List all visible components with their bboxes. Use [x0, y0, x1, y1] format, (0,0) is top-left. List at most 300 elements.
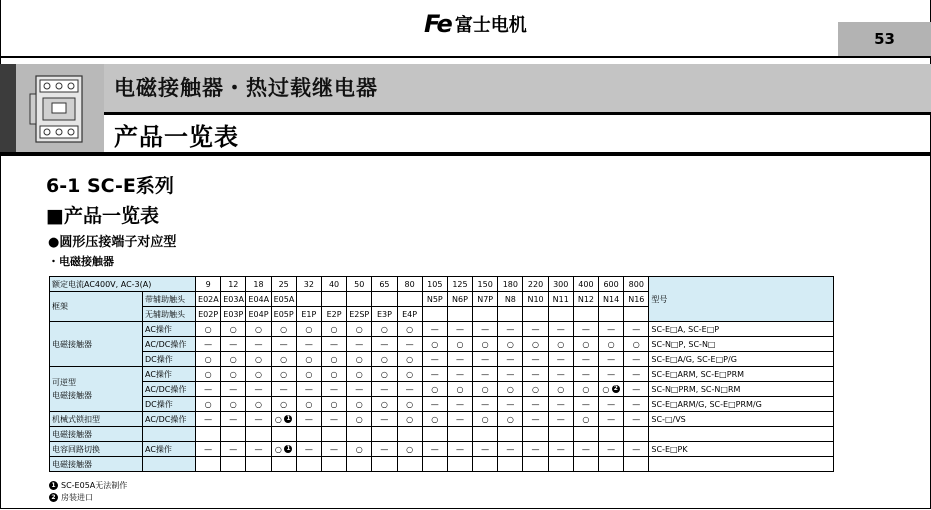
- availability-mark: —: [632, 444, 641, 454]
- availability-mark: —: [229, 444, 238, 454]
- availability-cell: [473, 322, 498, 337]
- availability-mark: —: [506, 354, 515, 364]
- availability-mark: —: [380, 444, 389, 454]
- table-row: [50, 442, 834, 457]
- availability-cell: [447, 367, 472, 382]
- availability-mark: ○: [204, 399, 212, 409]
- availability-mark: ○: [456, 339, 464, 349]
- frame-cell: [473, 307, 498, 322]
- availability-mark: ○: [355, 414, 363, 424]
- availability-mark: ○: [380, 324, 388, 334]
- availability-mark: ○: [280, 399, 288, 409]
- table-row: [50, 367, 834, 382]
- availability-mark: —: [380, 339, 389, 349]
- availability-cell: [473, 337, 498, 352]
- availability-mark: —: [254, 414, 263, 424]
- availability-mark: ○: [481, 414, 489, 424]
- availability-cell: [296, 322, 321, 337]
- availability-mark: —: [279, 339, 288, 349]
- availability-mark: —: [279, 384, 288, 394]
- page-number: 53: [838, 22, 931, 56]
- availability-cell: [447, 442, 472, 457]
- frame-cell: [498, 307, 523, 322]
- availability-cell: [246, 412, 271, 427]
- no-aux-contact-label: 无辅助触头: [143, 307, 196, 322]
- availability-cell: [624, 367, 649, 382]
- availability-cell: [347, 397, 372, 412]
- current-header: 220: [523, 277, 548, 292]
- availability-cell: [422, 382, 447, 397]
- availability-cell: [447, 322, 472, 337]
- availability-cell: [246, 442, 271, 457]
- availability-cell: [548, 442, 573, 457]
- availability-cell: [624, 352, 649, 367]
- availability-mark: —: [506, 444, 515, 454]
- availability-cell: [498, 457, 523, 472]
- availability-cell: [221, 412, 246, 427]
- availability-mark: ○: [406, 369, 414, 379]
- availability-mark: —: [556, 399, 565, 409]
- operation-label: [143, 427, 196, 442]
- availability-mark: —: [455, 324, 464, 334]
- availability-cell: [196, 337, 221, 352]
- availability-cell: [599, 337, 624, 352]
- availability-cell: [599, 382, 624, 397]
- current-header: 9: [196, 277, 221, 292]
- device-type-label: 电磁接触器: [50, 427, 143, 442]
- availability-mark: —: [607, 414, 616, 424]
- availability-cell: [196, 322, 221, 337]
- availability-cell: [498, 337, 523, 352]
- availability-mark: —: [632, 384, 641, 394]
- frame-cell: E02P: [196, 307, 221, 322]
- device-type-label: [50, 412, 143, 427]
- banner-edge: [0, 64, 16, 156]
- availability-cell: [548, 457, 573, 472]
- frame-cell: E4P: [397, 307, 422, 322]
- availability-mark: ○: [254, 324, 262, 334]
- availability-mark: ○: [305, 324, 313, 334]
- availability-mark: —: [455, 399, 464, 409]
- device-type-label: 电磁接触器: [50, 457, 143, 472]
- current-header: 600: [599, 277, 624, 292]
- availability-cell: [372, 442, 397, 457]
- availability-cell: [447, 337, 472, 352]
- availability-mark: —: [481, 399, 490, 409]
- availability-cell: [422, 322, 447, 337]
- availability-mark: ○: [330, 324, 338, 334]
- availability-cell: [523, 442, 548, 457]
- availability-cell: [473, 427, 498, 442]
- availability-mark: ○: [274, 414, 282, 424]
- model-cell: SC-E□PK: [649, 442, 834, 457]
- availability-cell: [372, 337, 397, 352]
- availability-mark: —: [481, 354, 490, 364]
- availability-mark: —: [380, 384, 389, 394]
- availability-cell: [296, 457, 321, 472]
- aux-contact-label: 带辅助触头: [143, 292, 196, 307]
- frame-cell: E03P: [221, 307, 246, 322]
- availability-mark: —: [330, 384, 339, 394]
- availability-cell: [498, 427, 523, 442]
- operation-label: AC操作: [143, 367, 196, 382]
- frame-cell: E1P: [296, 307, 321, 322]
- availability-cell: [347, 442, 372, 457]
- availability-cell: [347, 352, 372, 367]
- device-type-line: 电容回路切换: [52, 444, 100, 454]
- availability-mark: ○: [607, 339, 615, 349]
- current-header: 18: [246, 277, 271, 292]
- availability-cell: [624, 442, 649, 457]
- availability-cell: [372, 397, 397, 412]
- availability-cell: [599, 442, 624, 457]
- current-header: 180: [498, 277, 523, 292]
- model-cell: [649, 457, 834, 472]
- availability-mark: —: [531, 324, 540, 334]
- availability-cell: [498, 367, 523, 382]
- frame-cell: N5P: [422, 292, 447, 307]
- availability-cell: [321, 397, 346, 412]
- frame-cell: E05P: [271, 307, 296, 322]
- availability-cell: [246, 382, 271, 397]
- note-ref-badge: 1: [286, 415, 291, 422]
- availability-cell: [296, 427, 321, 442]
- availability-cell: [246, 397, 271, 412]
- availability-mark: ○: [330, 369, 338, 379]
- banner-title-sub: 产品一览表: [114, 123, 239, 151]
- availability-cell: [422, 427, 447, 442]
- availability-mark: ○: [229, 324, 237, 334]
- fuji-logo-mark: Fe: [424, 10, 451, 38]
- frame-cell: [321, 292, 346, 307]
- list-heading: ■产品一览表: [46, 205, 159, 227]
- availability-cell: [372, 367, 397, 382]
- availability-cell: [548, 352, 573, 367]
- availability-cell: [246, 367, 271, 382]
- availability-mark: ○: [582, 414, 590, 424]
- frame-cell: N12: [573, 292, 598, 307]
- model-cell: SC-E□A, SC-E□P: [649, 322, 834, 337]
- availability-mark: —: [556, 444, 565, 454]
- availability-cell: [498, 397, 523, 412]
- availability-cell: [321, 427, 346, 442]
- availability-mark: —: [304, 414, 313, 424]
- availability-mark: —: [632, 369, 641, 379]
- availability-cell: [246, 337, 271, 352]
- availability-cell: [573, 337, 598, 352]
- availability-mark: —: [204, 384, 213, 394]
- availability-cell: [296, 367, 321, 382]
- availability-cell: [523, 337, 548, 352]
- device-type-line: 电磁接触器: [52, 391, 92, 400]
- current-header: 800: [624, 277, 649, 292]
- availability-cell: [221, 337, 246, 352]
- availability-cell: [624, 457, 649, 472]
- availability-mark: ○: [456, 384, 464, 394]
- note-ref-badge: 2: [613, 385, 618, 392]
- availability-mark: ○: [380, 354, 388, 364]
- rated-current-label: 额定电流AC400V, AC-3(A): [50, 277, 196, 292]
- availability-cell: [296, 382, 321, 397]
- availability-mark: —: [481, 369, 490, 379]
- availability-mark: —: [380, 414, 389, 424]
- availability-mark: —: [556, 354, 565, 364]
- current-header: 105: [422, 277, 447, 292]
- brand-name: 富士电机: [454, 15, 527, 36]
- note-number-badge: 1: [49, 481, 58, 490]
- availability-cell: [196, 352, 221, 367]
- availability-cell: [321, 442, 346, 457]
- availability-cell: [321, 412, 346, 427]
- availability-cell: [221, 427, 246, 442]
- product-table: [49, 276, 834, 472]
- availability-cell: [473, 442, 498, 457]
- availability-mark: —: [455, 414, 464, 424]
- availability-mark: —: [304, 444, 313, 454]
- series-heading: 6-1 SC-E系列: [46, 175, 174, 197]
- availability-mark: ○: [406, 354, 414, 364]
- availability-cell: [296, 442, 321, 457]
- availability-cell: [221, 442, 246, 457]
- availability-cell: [573, 412, 598, 427]
- frame-cell: E04A: [246, 292, 271, 307]
- availability-cell: [624, 382, 649, 397]
- availability-cell: [271, 367, 296, 382]
- model-cell: SC-E□A/G, SC-E□P/G: [649, 352, 834, 367]
- availability-cell: [548, 367, 573, 382]
- device-type-label: [50, 367, 143, 412]
- availability-cell: [473, 412, 498, 427]
- availability-cell: [573, 382, 598, 397]
- availability-mark: —: [531, 354, 540, 364]
- availability-cell: [372, 457, 397, 472]
- availability-cell: [271, 427, 296, 442]
- availability-mark: ○: [305, 399, 313, 409]
- availability-mark: —: [556, 324, 565, 334]
- device-type-line: 可逆型: [52, 378, 76, 387]
- availability-cell: [397, 457, 422, 472]
- availability-cell: [321, 382, 346, 397]
- availability-mark: ○: [406, 414, 414, 424]
- header-row: [50, 277, 834, 292]
- availability-mark: —: [531, 399, 540, 409]
- availability-cell: [372, 412, 397, 427]
- header-divider: [0, 56, 931, 58]
- availability-cell: [422, 352, 447, 367]
- footnote-1: [49, 480, 127, 492]
- availability-mark: ○: [632, 339, 640, 349]
- availability-mark: ○: [431, 414, 439, 424]
- frame-cell: [624, 307, 649, 322]
- availability-cell: [271, 337, 296, 352]
- frame-cell: [599, 307, 624, 322]
- availability-cell: [599, 397, 624, 412]
- current-header: 40: [321, 277, 346, 292]
- availability-mark: —: [455, 444, 464, 454]
- availability-cell: [196, 442, 221, 457]
- availability-cell: [473, 397, 498, 412]
- availability-mark: —: [229, 339, 238, 349]
- availability-mark: —: [531, 369, 540, 379]
- availability-mark: —: [304, 384, 313, 394]
- availability-cell: [447, 427, 472, 442]
- current-header: 300: [548, 277, 573, 292]
- availability-cell: [523, 382, 548, 397]
- availability-cell: [196, 382, 221, 397]
- availability-mark: —: [254, 339, 263, 349]
- table-row: [50, 457, 834, 472]
- frame-cell: [447, 307, 472, 322]
- availability-mark: —: [430, 444, 439, 454]
- availability-mark: ○: [229, 399, 237, 409]
- current-header: 50: [347, 277, 372, 292]
- frame-cell: E04P: [246, 307, 271, 322]
- availability-mark: —: [581, 324, 590, 334]
- operation-label: AC操作: [143, 322, 196, 337]
- banner-bottom-rule: [0, 152, 931, 156]
- footnote-text: 房装进口: [61, 493, 93, 502]
- availability-cell: [422, 397, 447, 412]
- availability-mark: ○: [280, 324, 288, 334]
- availability-mark: ○: [557, 339, 565, 349]
- model-cell: SC-E□ARM/G, SC-E□PRM/G: [649, 397, 834, 412]
- availability-cell: [498, 412, 523, 427]
- model-header: 型号: [649, 277, 834, 322]
- availability-cell: [321, 457, 346, 472]
- operation-label: DC操作: [143, 352, 196, 367]
- availability-mark: —: [204, 339, 213, 349]
- availability-mark: ○: [481, 339, 489, 349]
- availability-cell: [599, 427, 624, 442]
- availability-cell: [347, 457, 372, 472]
- availability-cell: [196, 412, 221, 427]
- availability-mark: ○: [406, 444, 414, 454]
- availability-mark: —: [531, 444, 540, 454]
- availability-mark: —: [229, 414, 238, 424]
- availability-mark: —: [430, 354, 439, 364]
- availability-cell: [548, 397, 573, 412]
- frame-cell: N10: [523, 292, 548, 307]
- table-row: [50, 427, 834, 442]
- availability-cell: [221, 367, 246, 382]
- availability-cell: [196, 397, 221, 412]
- availability-mark: —: [581, 369, 590, 379]
- device-type-line: 机械式锁扣型: [52, 414, 100, 424]
- frame-cell: E2P: [321, 307, 346, 322]
- availability-mark: ○: [355, 399, 363, 409]
- availability-cell: [372, 352, 397, 367]
- availability-cell: [523, 427, 548, 442]
- availability-mark: —: [556, 414, 565, 424]
- availability-cell: [422, 367, 447, 382]
- frame-label: 框架: [50, 292, 143, 322]
- availability-cell: [271, 352, 296, 367]
- availability-mark: —: [607, 354, 616, 364]
- availability-cell: [523, 352, 548, 367]
- availability-cell: [624, 397, 649, 412]
- availability-mark: ○: [355, 324, 363, 334]
- frame-cell: [422, 307, 447, 322]
- availability-cell: [447, 457, 472, 472]
- availability-cell: [347, 427, 372, 442]
- availability-mark: ○: [204, 324, 212, 334]
- availability-cell: [498, 382, 523, 397]
- availability-cell: [624, 322, 649, 337]
- availability-mark: —: [581, 399, 590, 409]
- availability-mark: ○: [355, 444, 363, 454]
- availability-mark: —: [481, 324, 490, 334]
- availability-cell: [372, 382, 397, 397]
- availability-cell: [196, 427, 221, 442]
- availability-mark: —: [632, 414, 641, 424]
- availability-mark: ○: [355, 369, 363, 379]
- availability-mark: —: [355, 384, 364, 394]
- availability-cell: [422, 412, 447, 427]
- availability-mark: ○: [305, 354, 313, 364]
- availability-mark: ○: [431, 384, 439, 394]
- availability-mark: ○: [204, 354, 212, 364]
- availability-mark: —: [254, 384, 263, 394]
- availability-mark: —: [506, 369, 515, 379]
- availability-mark: ○: [602, 384, 610, 394]
- frame-cell: N7P: [473, 292, 498, 307]
- device-type-label: [50, 442, 143, 457]
- availability-mark: —: [204, 444, 213, 454]
- availability-cell: [422, 457, 447, 472]
- availability-mark: ○: [506, 339, 514, 349]
- availability-cell: [347, 337, 372, 352]
- availability-cell: [498, 442, 523, 457]
- availability-cell: [271, 457, 296, 472]
- availability-cell: [397, 382, 422, 397]
- model-cell: [649, 427, 834, 442]
- page-header: [0, 0, 931, 57]
- availability-cell: [422, 442, 447, 457]
- availability-cell: [246, 352, 271, 367]
- availability-cell: [221, 382, 246, 397]
- availability-mark: —: [330, 414, 339, 424]
- availability-cell: [271, 322, 296, 337]
- availability-cell: [473, 352, 498, 367]
- table-row: [50, 322, 834, 337]
- availability-mark: —: [506, 324, 515, 334]
- availability-cell: [523, 457, 548, 472]
- footnote-text: SC-E05A无法制作: [61, 481, 128, 490]
- current-header: 65: [372, 277, 397, 292]
- availability-mark: ○: [229, 354, 237, 364]
- table-row: [50, 337, 834, 352]
- availability-mark: —: [632, 324, 641, 334]
- availability-mark: —: [204, 414, 213, 424]
- availability-mark: ○: [355, 354, 363, 364]
- availability-cell: [397, 337, 422, 352]
- current-header: 400: [573, 277, 598, 292]
- availability-mark: ○: [431, 339, 439, 349]
- availability-cell: [624, 337, 649, 352]
- availability-cell: [573, 442, 598, 457]
- availability-cell: [473, 457, 498, 472]
- availability-mark: ○: [254, 369, 262, 379]
- current-header: 150: [473, 277, 498, 292]
- availability-mark: —: [632, 354, 641, 364]
- frame-cell: [372, 292, 397, 307]
- current-header: 12: [221, 277, 246, 292]
- frame-cell: [397, 292, 422, 307]
- availability-cell: [321, 352, 346, 367]
- frame-cell: E05A: [271, 292, 296, 307]
- availability-mark: ○: [330, 399, 338, 409]
- current-header: 32: [296, 277, 321, 292]
